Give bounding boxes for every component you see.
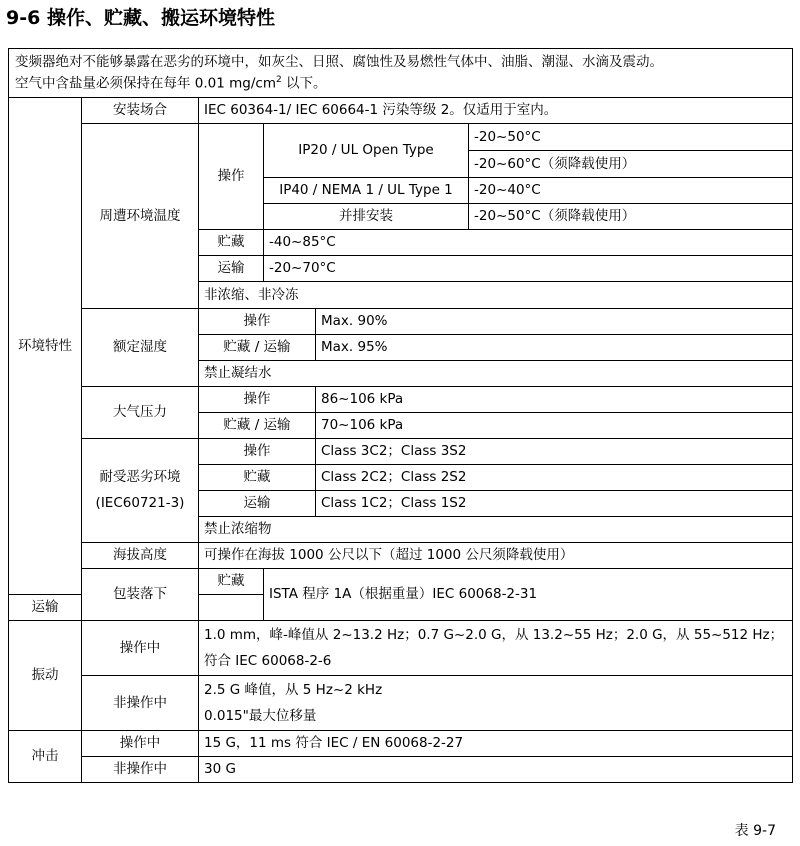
page-title: 9-6 操作、贮藏、搬运环境特性: [6, 7, 275, 29]
pressure-label: 大气压力: [82, 386, 199, 438]
ip20-value-1: -20~50°C: [469, 123, 793, 150]
table-row: [9, 308, 793, 334]
install-label: 安装场合: [82, 97, 199, 123]
vibration-nonop-label: 非操作中: [82, 675, 199, 730]
harsh-op-label: 操作: [199, 438, 316, 464]
vibration-op-label: 操作中: [82, 620, 199, 675]
harsh-storage-value: Class 2C2；Class 2S2: [316, 464, 793, 490]
table-row: [9, 756, 793, 782]
pressure-storage-value: 70~106 kPa: [316, 412, 793, 438]
shock-category-label: 冲击: [9, 730, 82, 782]
vibration-nonop-line-1: 2.5 G 峰值，从 5 Hz~2 kHz: [204, 681, 383, 698]
harsh-env-label-line-1: 耐受恶劣环境: [99, 469, 181, 485]
drop-transport-label: 运输: [9, 594, 82, 620]
humidity-label: 额定湿度: [82, 308, 199, 386]
harsh-op-value: Class 3C2；Class 3S2: [316, 438, 793, 464]
vibration-nonop-line-2: 0.015"最大位移量: [204, 707, 317, 724]
pressure-storage-label: 贮藏 / 运输: [199, 412, 316, 438]
table-row: [9, 730, 793, 756]
humidity-op-value: Max. 90%: [316, 308, 793, 334]
table-row: [9, 386, 793, 412]
table-row: [9, 568, 793, 594]
table-caption: 表 9-7: [734, 823, 776, 839]
vibration-nonop-value: [199, 675, 793, 730]
harsh-env-label: [82, 438, 199, 542]
intro-line-2: [15, 71, 786, 93]
humidity-op-label: 操作: [199, 308, 316, 334]
harsh-transport-value: Class 1C2；Class 1S2: [316, 490, 793, 516]
harsh-transport-label: 运输: [199, 490, 316, 516]
temp-transport-value: -20~70°C: [264, 255, 793, 281]
shock-nonop-value: 30 G: [199, 756, 793, 782]
humidity-note: 禁止凝结水: [199, 360, 793, 386]
humidity-storage-label: 贮藏 / 运输: [199, 334, 316, 360]
intro-salt-text: 空气中含盐量必须保持在每年 0.01 mg/cm: [15, 75, 276, 92]
vibration-category-label: 振动: [9, 620, 82, 730]
harsh-env-label-line-2: (IEC60721-3): [95, 495, 185, 511]
drop-category-label: 包装落下: [82, 568, 199, 620]
intro-superscript: 2: [275, 75, 282, 85]
drop-storage-label: 贮藏: [199, 568, 264, 594]
table-row: [9, 123, 793, 150]
intro-cell: [9, 49, 793, 98]
side-by-side-label: 并排安装: [264, 203, 469, 229]
harsh-storage-label: 贮藏: [199, 464, 316, 490]
side-by-side-value: -20~50°C（须降载使用）: [469, 203, 793, 229]
pressure-op-value: 86~106 kPa: [316, 386, 793, 412]
table-row: [9, 97, 793, 123]
pressure-op-label: 操作: [199, 386, 316, 412]
humidity-storage-value: Max. 95%: [316, 334, 793, 360]
table-row: [9, 620, 793, 675]
shock-nonop-label: 非操作中: [82, 756, 199, 782]
table-row: [9, 438, 793, 464]
install-value: IEC 60364-1/ IEC 60664-1 污染等级 2。仅适用于室内。: [199, 97, 793, 123]
temp-storage-label: 贮藏: [199, 229, 264, 255]
intro-salt-suffix: 以下。: [281, 75, 327, 92]
temp-transport-label: 运输: [199, 255, 264, 281]
temp-note: 非浓缩、非冷冻: [199, 281, 793, 308]
ip40-label: IP40 / NEMA 1 / UL Type 1: [264, 177, 469, 203]
ip40-value: -20~40°C: [469, 177, 793, 203]
temp-storage-value: -40~85°C: [264, 229, 793, 255]
shock-op-value: 15 G，11 ms 符合 IEC / EN 60068-2-27: [199, 730, 793, 756]
altitude-value: 可操作在海拔 1000 公尺以下（超过 1000 公尺须降载使用）: [199, 542, 793, 568]
temp-label: 周遭环境温度: [82, 123, 199, 308]
vibration-op-line-2: 符合 IEC 60068-2-6: [204, 652, 332, 669]
table-row: [9, 675, 793, 730]
environment-spec-table: [8, 48, 793, 783]
env-category-label: 环境特性: [9, 97, 82, 594]
temp-op-label: 操作: [199, 123, 264, 229]
ip20-label: IP20 / UL Open Type: [264, 123, 469, 177]
vibration-op-line-1: 1.0 mm，峰-峰值从 2~13.2 Hz；0.7 G~2.0 G，从 13.2~55 Hz；2.0 G，从 55~512 Hz；: [204, 626, 784, 643]
vibration-op-value: [199, 620, 793, 675]
shock-op-label: 操作中: [82, 730, 199, 756]
harsh-note: 禁止浓缩物: [199, 516, 793, 542]
intro-row: [9, 49, 793, 98]
ip20-value-2: -20~60°C（须降载使用）: [469, 150, 793, 177]
table-row: [9, 542, 793, 568]
intro-line-1: 变频器绝对不能够暴露在恶劣的环境中，如灰尘、日照、腐蚀性及易燃性气体中、油脂、潮湿、水滴及震动。: [15, 54, 663, 70]
drop-value: ISTA 程序 1A（根据重量）IEC 60068-2-31: [264, 568, 793, 620]
altitude-label: 海拔高度: [82, 542, 199, 568]
